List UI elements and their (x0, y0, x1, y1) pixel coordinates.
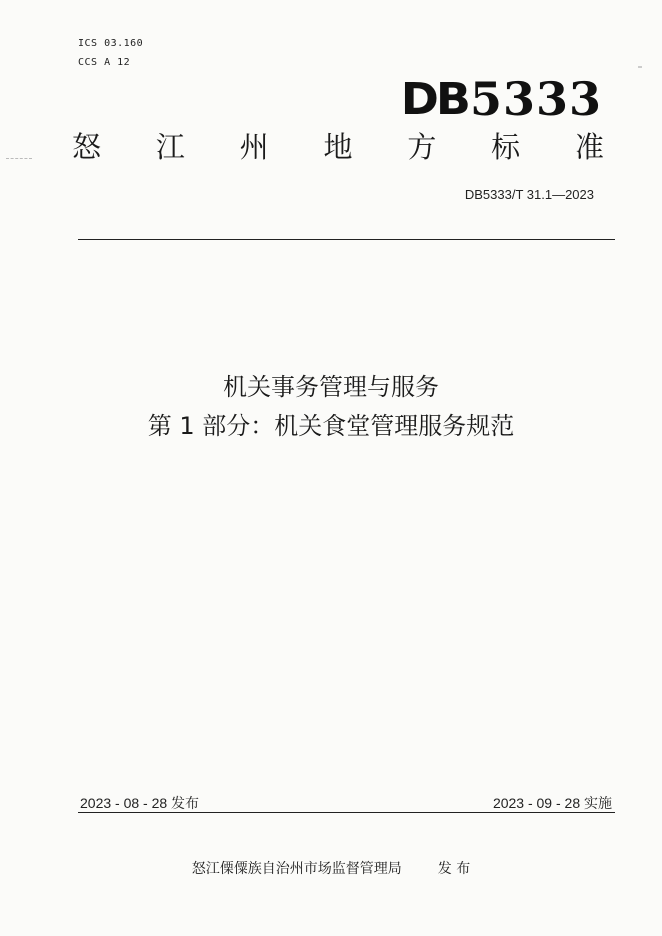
standard-number: DB5333/T 31.1—2023 (464, 187, 594, 202)
issuer-line (0, 858, 662, 878)
standard-type-char: 准 (574, 130, 604, 164)
standard-type-char: 江 (155, 130, 185, 164)
db-standard-logo (400, 72, 602, 126)
top-divider (78, 239, 615, 240)
ics-code: ICS 03.160 (78, 38, 144, 49)
standard-type-char: 怒 (72, 130, 102, 164)
ccs-code: CCS A 12 (78, 57, 131, 68)
document-title-line-1: 机关事务管理与服务 (223, 373, 439, 401)
issuer-name: 怒江傈僳族自治州市场监督管理局 (191, 861, 402, 877)
standard-type-title (72, 130, 604, 164)
standard-type-char: 方 (407, 130, 437, 164)
bottom-divider (78, 812, 615, 813)
standard-type-char: 标 (491, 130, 521, 164)
issuer-action: 发 布 (437, 861, 471, 877)
standard-type-char: 州 (239, 130, 269, 164)
scan-artifact (638, 66, 642, 68)
publish-date: 2023 - 08 - 28 发布 (80, 795, 200, 811)
implement-date: 2023 - 09 - 28 实施 (492, 795, 612, 811)
logo-code: 5333 (469, 72, 602, 126)
scan-artifact (6, 158, 32, 159)
logo-prefix: DB (400, 73, 468, 125)
standard-type-char: 地 (323, 130, 353, 164)
document-title-line-2: 第 1 部分：机关食堂管理服务规范 (147, 412, 515, 440)
